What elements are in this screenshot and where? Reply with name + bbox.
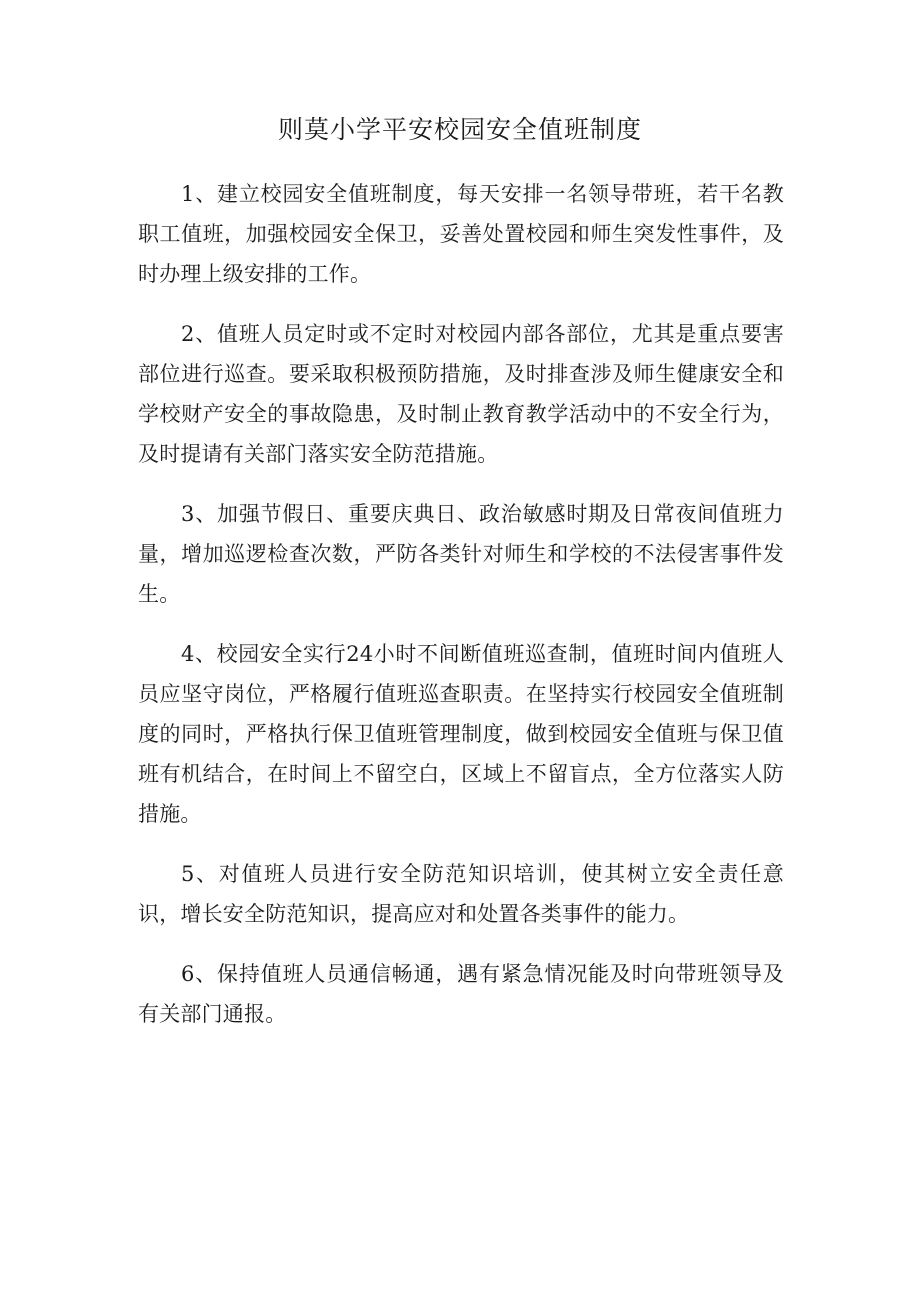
paragraph-4: 4、校园安全实行24小时不间断值班巡查制，值班时间内值班人员应坚守岗位，严格履行值班巡查职责。在坚持实行校园安全值班制度的同时，严格执行保卫值班管理制度，做到校园安全值班与保卫值班有机结合，在时间上不留空白，区域上不留盲点，全方位落实人防措施。 <box>138 642 784 826</box>
paragraph-2: 2、值班人员定时或不定时对校园内部各部位，尤其是重点要害部位进行巡查。要采取积极预防措施，及时排查涉及师生健康安全和学校财产安全的事故隐患，及时制止教育教学活动中的不安全行为，及时提请有关部门落实安全防范措施。 <box>138 322 784 466</box>
document-title: 则莫小学平安校园安全值班制度 <box>277 115 642 144</box>
document-body <box>138 174 784 1054</box>
paragraph-5: 5、对值班人员进行安全防范知识培训，使其树立安全责任意识，增长安全防范知识，提高应对和处置各类事件的能力。 <box>138 862 784 926</box>
paragraph-3: 3、加强节假日、重要庆典日、政治敏感时期及日常夜间值班力量，增加巡逻检查次数，严防各类针对师生和学校的不法侵害事件发生。 <box>138 502 784 606</box>
paragraph-6: 6、保持值班人员通信畅通，遇有紧急情况能及时向带班领导及有关部门通报。 <box>138 962 784 1026</box>
paragraph-1: 1、建立校园安全值班制度，每天安排一名领导带班，若干名教职工值班，加强校园安全保卫，妥善处置校园和师生突发性事件，及时办理上级安排的工作。 <box>138 182 784 286</box>
